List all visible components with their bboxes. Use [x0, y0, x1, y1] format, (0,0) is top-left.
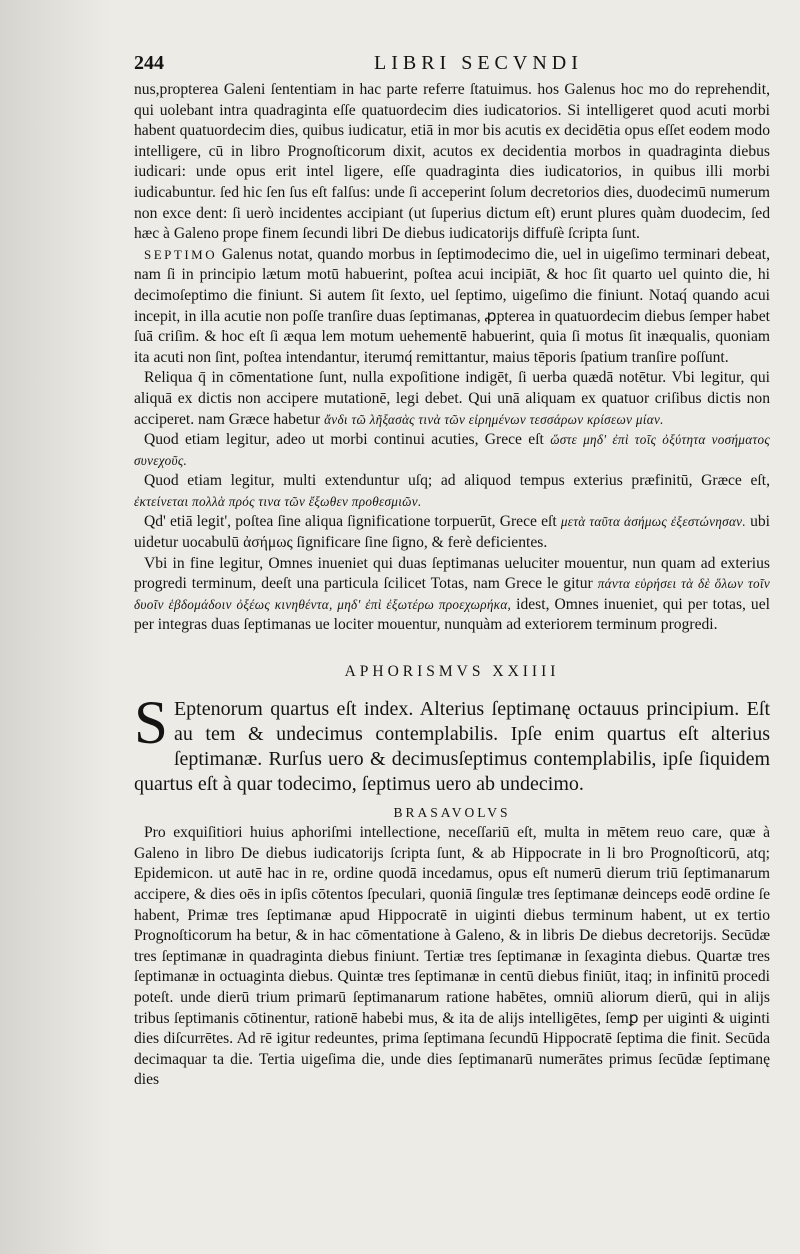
commentary-text: Pro exquiſitiori huius aphoriſmi intellectione, neceſſariū eſt, multa in mētem reuo care, quæ à Galeno in libro De diebus iudicatorijs ſcripta ſunt, & ab Hippocrate in li bro Prognoſticorū, atq; Epidemicon. ut autē hac in re, ordine quodā incedamus, opus eſt numerū dierum triū ſeptimanarum accipere, & dies oēs in ipſis cōtentos ſpeculari, quoniā ſingulæ tres ſeptimanæ deinceps eodē ordine ſe habent, Primæ tres ſeptimanæ apud Hippocratē in uiginti diebus terminum habent, ut ex tertio Prognoſticorum ha betur, & in hac cōmentatione à Galeno, & in libris De diebus decretorijs. Secūdæ tres ſeptimanæ in quadraginta diebus finiunt. Tertiæ tres ſeptimanæ in ſexaginta diebus. Quartæ tres ſeptimanæ in octuaginta diebus. Quintæ tres ſeptimanæ in centū diebus finiūt, itaq; in infinitū procedi poteſt. unde dierū trium primarū ſeptimanarum ratione habētes, omniū aliorum dierū, qui in alijs tribus ſeptimanis cōtinentur, rationē habebi mus, & ita de alijs intelligētes, ſemꝑ per uiginti & uiginti dies diſcurrētes. Ad rē igitur redeuntes, prima ſeptimana ſecundū Hippocratē ſeptima die finit. Secūda decimaquar ta die. Tertia uigeſima die, unde dies ſeptimanarū numerātes primus ſecūdæ ſeptimanę dies: [134, 824, 770, 1089]
running-title: LIBRI SECVNDI: [374, 52, 583, 74]
paragraph-text: Vbi in fine legitur, Omnes inueniet qui duas ſeptimanas ueluciter mouentur, nun quam ad exterius progredi terminum, deeſt una particula ſcilicet Totas, nam Grece le gitur: [134, 554, 770, 593]
aphorism-text: [134, 689, 770, 797]
greek-quote: ἐκτείνεται πολλὰ πρός τινα τῶν ἔξωθεν προθεσμιῶν.: [134, 493, 422, 509]
septimo-text: Galenus notat, quando morbus in ſeptimodecimo die, uel in uigeſimo terminari debeat, nam ſi in principio lætum motū habuerint, poſtea acui incipiāt, & hoc ſit quarto uel quinto die, hi decimoſeptimo die finiunt. Si autem ſit ſexto, uel ſeptimo, uigeſimo die finiunt. Notaq́ quando acui incepit, in illa acutie non poſſe tranſire duas ſeptimanas, ꝓpterea in quatuordecim diebus ſemper habet ſuā criſim. & hoc eſt ſi æqua lem motum uehementē habuerint, quia ſi motus ſit inæqualis, quoniam ita acuti non ſint, poſtea intendantur, iterumq́ remittantur, maius tēporis ſpatium tranſire poſſunt.: [134, 245, 770, 366]
paragraph-text: Reliqua q̄ in cōmentatione ſunt, nulla expoſitione indigēt, ſi uerba quædā notētur. Vbi legitur, qui aliquā ex dictis non accipere mutationē, legi debet. Qui unā aliquam ex quatuor criſibus dictis non acciperet. nam Græce habetur: [134, 369, 770, 428]
paragraph-septimo: [134, 245, 770, 369]
paragraph: [134, 368, 770, 430]
paragraph: [134, 471, 770, 512]
page-number: 244: [134, 52, 164, 74]
greek-quote: ἄνδι τῶ λῆξασὰς τινὰ τῶν εἰρημένων τεσσάρων κρίσεων μίαν.: [324, 411, 664, 427]
greek-quote: πάντα εὑρήσει τὰ δὲ ὅλων τοῖν δυοῖν ἑβδομάδοιν ὀξέως κινηθέντα, μηδ' ἐπὶ ἐξωτέρω προεχωρήκα,: [134, 576, 770, 612]
paragraph-text: Qd' etiā legit', poſtea ſine aliqua ſignificatione torpuerūt, Grece eſt: [144, 513, 557, 531]
paragraph: [134, 430, 770, 471]
aphorism-body: Eptenorum quartus eſt index. Alterius ſeptimanę octauus principium. Eſt au tem & undecimus contemplabilis. Ipſe enim quartus eſt alterius ſeptimanæ. Rurſus uero & decimusſeptimus contemplabilis, ipſe ſiquidem quartus eſt à quar todecimo, ſeptimus uero ab undecimo.: [134, 697, 770, 795]
paragraph: nus,propterea Galeni ſententiam in hac parte referre ſtatuimus. hos Galenus hoc mo do reprehendit, qui uolebant intra quadraginta eſſe quatuordecim dies iudicatorios. Si intelligeret quod acuti morbi habent quatuordecim dies, quibus iudicatur, etiā in mor bis acutis ex decidētia opus eſſet eodem modo intelligere, cū in libro Prognoſticorum dixit, acutos ex decidentia morbos in quadraginta diebus iudicari: unde opus erit intel ligere, eſſe quadraginta dies iudicatorios, in quibus illi morbi iudicabuntur. ſed hic ſen ſus eſt falſus: unde ſi acceperint ſolum decretorios dies, duodecimū numerum non exce dent: ſi uerò incidentes accipiant (ut ſuperius dictum eſt) erunt plures quàm duodecim, ſed hæc à Galeno prope finem ſecundi libri De diebus iudicatorijs diffuſè ſcripta ſunt.: [134, 81, 770, 243]
greek-quote: ὥστε μηδ' ἐπὶ τοῖς ὀξύτητα νοσήματος συνεχοῦς.: [134, 432, 771, 468]
drop-cap: S: [134, 689, 168, 757]
paragraph: [134, 512, 770, 553]
paragraph-text: Quod etiam legitur, adeo ut morbi continui acuties, Grece eſt: [144, 431, 544, 449]
greek-quote: μετὰ ταῦτα ἀσήμως ἐξεστώνησαν.: [560, 514, 746, 530]
paragraph-text: idest, Omnes inueniet, qui per totas, uel per integras duas ſeptimanas ue lociter mouentur, nunquàm ad exteriorem terminum progredi.: [134, 595, 770, 634]
septimo-lead: SEPTIMO: [144, 246, 218, 262]
aphorism-heading: APHORISMVS XXIIII: [344, 663, 560, 681]
running-head: [134, 52, 770, 80]
spine-shadow: [0, 0, 110, 1254]
commentary-heading: BRASAVOLVS: [393, 804, 511, 820]
paragraph: [134, 554, 770, 636]
paragraph-text: Quod etiam legitur, multi extenduntur uſq; ad aliquod tempus exterius præfinitū, Græce eſt,: [144, 472, 770, 490]
paragraph-text: ubi uidetur uocabulū ἀσήμως ſignificare ſine ſigno, & ferè deficientes.: [134, 513, 771, 552]
text-body: [134, 80, 770, 1091]
